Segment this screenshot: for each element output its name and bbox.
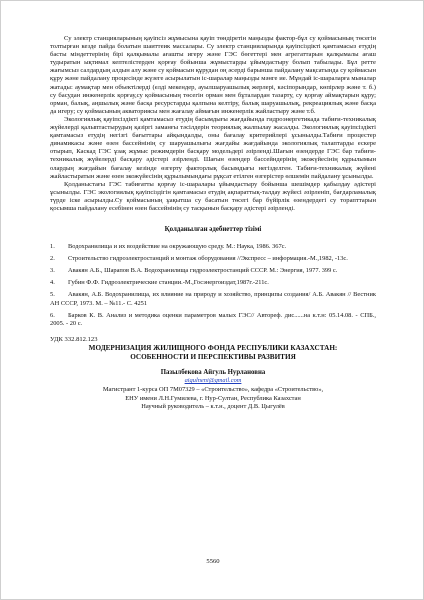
reference-number: 1. (50, 243, 55, 251)
reference-number: 4. (50, 279, 55, 287)
page-number: 5560 (206, 558, 220, 565)
author-affiliation (50, 386, 376, 412)
references-heading: Қолданылған әдебиеттер тізімі (164, 226, 262, 234)
author-email-link[interactable]: aigulneni@gmail.com (184, 377, 242, 385)
reference-number: 6. (50, 311, 55, 319)
reference-item (50, 255, 376, 263)
reference-item (50, 291, 376, 307)
reference-item (50, 312, 376, 328)
reference-item (50, 243, 376, 251)
reference-text: Авакян, А.Б. Водохранилища, их влияние на природу и хозяйство, принципы создания/ А.Б. Авакян // Вестник АН СССР, 1973. М. – №11.- С. 4251 (50, 291, 376, 307)
body-paragraph: Қолданыстағы ГЭС табиғатты қорғау іс-шаралары ұйымдастыру бойынша шешімдер қабылдау әдістері ұсынылды. ГЭС экологиялық қауіпсіздігін қамтамасыз етудің ақпараттық-талдау жүйесі әзірленіп, бағдарламалық түрде іске асырылды.Су қоймасының ұақытша су басатын төсегі бар бүйірлік өзендердегі су торапттарын қосымша пайдалану есебінен өзен бассейнінің су тасқынын басқару әдістері әзірленді. (50, 180, 376, 212)
supervisor-line: Научный руководитель – к.т.н., доцент Д.В. Цыгулёв (141, 403, 285, 411)
article-title (50, 344, 376, 362)
references-list (50, 243, 376, 328)
affiliation-line: ЕНУ имени Л.Н.Гумилева, г. Нур-Султан, Республика Казахстан (125, 394, 301, 402)
reference-item (50, 267, 376, 275)
reference-text: Барков К. В. Анализ и методика оценки параметров малых ГЭС// Автореф. дис......на к.т.н: 05.14.08. - СПБ., 2005. - 20 с. (50, 311, 376, 327)
reference-item (50, 279, 376, 287)
affiliation-line: Магистрант 1-курса ОП 7М07329 – «Строительство», кафедра «Строительство», (102, 386, 324, 394)
reference-text: Авакян А.Б., Шарапов В.А. Водохранилища гидроэлектростанций СССР. М.: Энергия, 1977. 399 с. (68, 267, 338, 275)
reference-text: Строительство гидроэлектростанций и монтаж оборудования //Экспресс – информация.-М.,1982, -13с. (68, 255, 348, 263)
body-paragraph: Су электр станцияларының қауіпсіз жұмысына қауіп төндіретін маңызды фактор-бұл су қоймасының төсегін толтырған кезде пайда болатын шаиттеик массалары. Су электр станцияларында қауіпсіздікті қамтамасыз етудің басты міндеттерінің бірі қалқымалы ағашты игеру және ГЭС бөгеттері мен агрегаттарын қалқымалы ағаш тудыратын ықтимал кептелістерден қорғау бойынша жұмыстарды ұйымдастыру болып табылады. Бұл ретте жағымсыз салдардың алдын алу және су қоймасын құрудан оң әсерді барынша пайдалану мақсатында су қоймасын құру және пайдалану процесінде жүзеге асырылатын іс-шаралар маңызды мәнге ие. Мұндай іс-шараларға мыналар жатады: аумақтар мен объектілерді (елді мекендер, ауылшаруашылық жерлері, кәсіпорындар, көпірлер және т. б.) су басудан инженерлік қорғау,су қоймасының төсегін орман мен бұталардан тазарту, су қорғау аймақтарын құру; орман, балық, аңшылық және басқа ресурстарды қалпына келтіру, балық шаруашылық, рекреациялық және басқа да игеру; су қоймасының акваториясы мен жағалау аймағын инженерлік жайластыру және т.б. (50, 35, 376, 115)
reference-text: Водохранилища и их воздействие на окружающую среду. М.: Наука, 1986. 367с. (68, 243, 287, 251)
reference-number: 5. (50, 291, 55, 299)
page-content (50, 35, 376, 412)
reference-text: Губин Ф.Ф. Гидроэлектрические станции.-М.,Госэнергоиздат,1987г.-211с. (68, 279, 269, 287)
author-name: Пазылбекова Айгуль Нурлановна (160, 369, 266, 377)
udk-code: УДК 332.812.123 (50, 335, 98, 343)
article-title-line: МОДЕРНИЗАЦИЯ ЖИЛИЩНОГО ФОНДА РЕСПУБЛИКИ КАЗАХСТАН: (88, 343, 338, 352)
reference-number: 2. (50, 255, 55, 263)
reference-number: 3. (50, 267, 55, 275)
body-paragraph: Экологиялық қауіпсіздікті қамтамасыз етудің басымдығы жағдайында гидроэнергетикада табиғи-техникалық жүйелерді қалыптастырудың қазіргі заманғы тәсілдерін теориялық жалпылау жасалды. Экологиялық қауіпсіздікті қамтамасыз етудің негізгі бағыттары айқындалды, оны бағалау критерийлері ұсынылды.Табиғи процестер динамикасы және өзен бассейнінің су шаруашылығы жағдайы жағдайында экологиялық талаптарды ескере отырып, Каскад ГЭС ұзақ жұмыс режимдерін басқару модельдері әзірленді.Шағын өзендерде ГЭС бар табиғи-техникалық жүйелерді басқару әдістері әзірленді. Шағын өзендер бассейндерінің экожүйесінің құрылымын олардың жағдайын бағалау кезінде өзгерту факторлық басымдығы негізделген. Табиғи-техникалық жүйені жайластыратын және өзен экожүйесінің құрылымындағы рұқсат етілген өзгерістер өлшемін пайдалану ұсынылды. (50, 115, 376, 180)
article-title-line: ОСОБЕННОСТИ И ПЕРСПЕКТИВЫ РАЗВИТИЯ (130, 353, 296, 362)
